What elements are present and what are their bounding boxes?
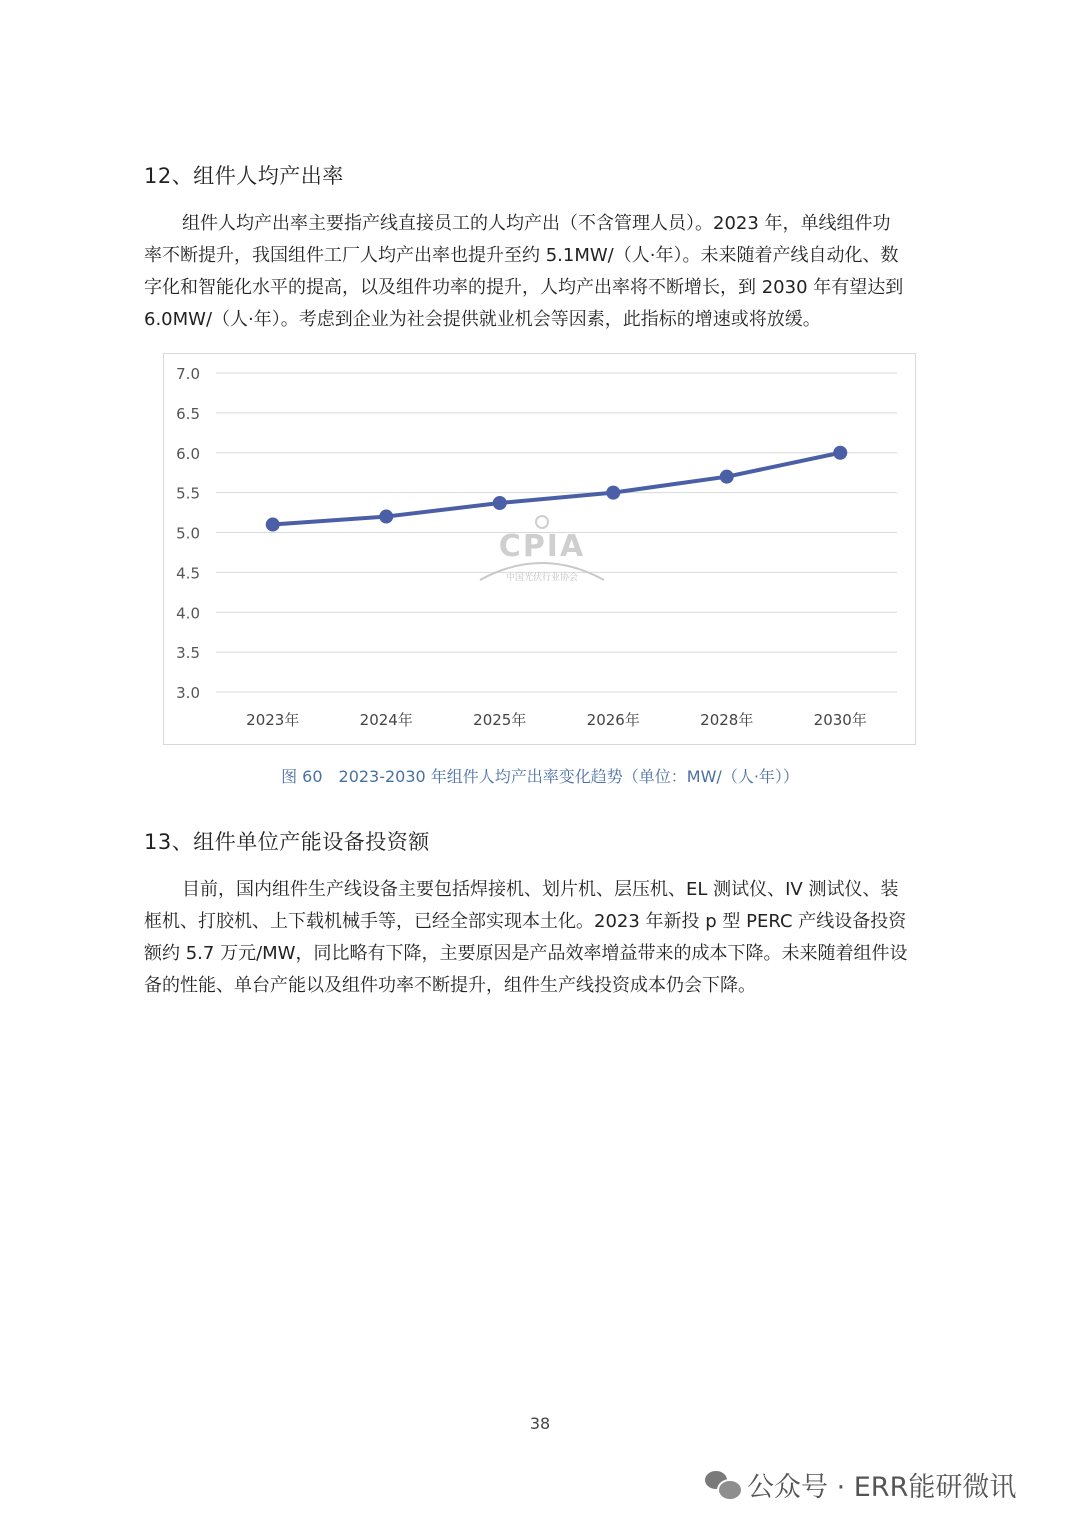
cpia-logo-sun (536, 516, 548, 528)
section-12-heading: 12、组件人均产出率 (144, 164, 344, 188)
page-number: 38 (529, 1414, 551, 1433)
wechat-watermark (705, 1466, 1016, 1502)
x-tick-label: 2024年 (359, 711, 413, 729)
paragraph-line: 6.0MW/（人·年）。考虑到企业为社会提供就业机会等因素，此指标的增速或将放缓。 (144, 309, 821, 330)
paragraph-line: 框机、打胶机、上下载机械手等，已经全部实现本土化。2023 年新投 p 型 PERC 产线设备投资 (144, 911, 907, 932)
x-tick-label: 2028年 (700, 711, 754, 729)
y-tick-label: 6.0 (176, 444, 200, 463)
y-tick-label: 5.5 (176, 484, 200, 503)
data-point (493, 496, 506, 509)
x-tick-label: 2025年 (473, 711, 527, 729)
x-tick-label: 2030年 (813, 711, 867, 729)
paragraph-line: 率不断提升，我国组件工厂人均产出率也提升至约 5.1MW/（人·年）。未来随着产线自动化、数 (144, 245, 899, 266)
section-12-paragraph (144, 208, 938, 336)
paragraph-line: 额约 5.7 万元/MW，同比略有下降，主要原因是产品效率增益带来的成本下降。未来随着组件设 (144, 943, 908, 964)
line-chart (164, 354, 915, 744)
x-tick-label: 2023年 (246, 711, 300, 729)
watermark-text: 公众号 · ERR能研微讯 (747, 1471, 1017, 1503)
data-point (607, 486, 620, 499)
cpia-logo-subtext: 中国光伏行业协会 (505, 573, 579, 583)
chart-frame (163, 353, 916, 745)
data-point (266, 518, 279, 531)
paragraph-line: 目前，国内组件生产线设备主要包括焊接机、划片机、层压机、EL 测试仪、IV 测试仪、装 (182, 879, 899, 900)
y-tick-label: 4.5 (176, 564, 200, 583)
y-tick-label: 7.0 (176, 365, 200, 383)
paragraph-line: 组件人均产出率主要指产线直接员工的人均产出（不含管理人员）。2023 年，单线组件功 (182, 213, 891, 234)
y-tick-label: 3.5 (176, 644, 200, 663)
y-tick-label: 6.5 (176, 404, 200, 423)
paragraph-line: 备的性能、单台产能以及组件功率不断提升，组件生产线投资成本仍会下降。 (144, 975, 756, 996)
x-tick-label: 2026年 (586, 711, 640, 729)
series-line (273, 453, 841, 525)
section-13-paragraph (144, 874, 938, 1002)
paragraph-line: 字化和智能化水平的提高，以及组件功率的提升，人均产出率将不断增长，到 2030 年有望达到 (144, 277, 904, 298)
data-point (720, 470, 733, 483)
cpia-logo-text: CPIA (498, 529, 586, 564)
y-tick-label: 5.0 (176, 524, 200, 543)
data-point (380, 510, 393, 523)
y-tick-label: 4.0 (176, 604, 200, 623)
y-tick-label: 3.0 (176, 684, 200, 702)
wechat-icon (705, 1467, 739, 1501)
section-13-heading: 13、组件单位产能设备投资额 (144, 830, 430, 854)
figure-caption: 图 60 2023-2030 年组件人均产出率变化趋势（单位：MW/（人·年）） (281, 767, 799, 786)
data-point (834, 446, 847, 459)
